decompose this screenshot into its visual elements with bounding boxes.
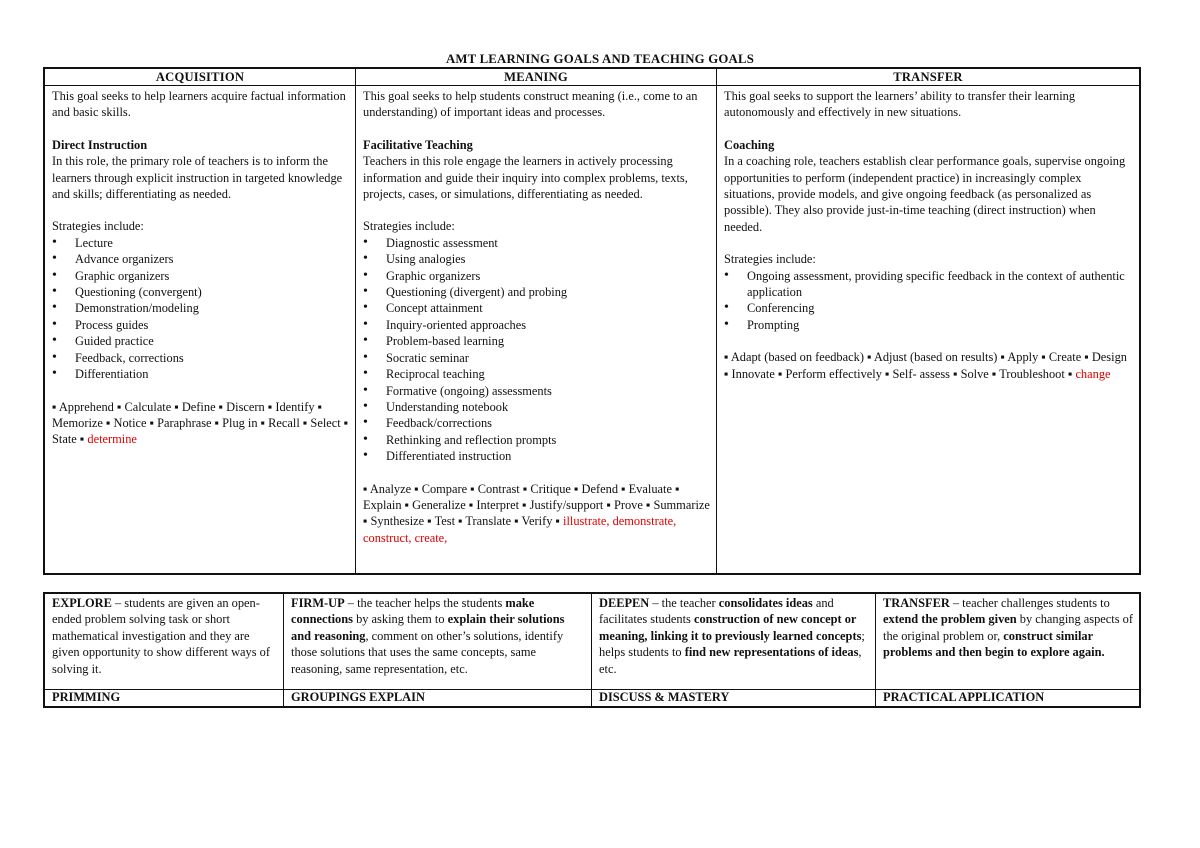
verb-item: Analyze bbox=[369, 481, 415, 496]
acquisition-intro: This goal seeks to help learners acquire factual information and basic skills. bbox=[52, 89, 346, 120]
strategy-item: • Questioning (divergent) and probing bbox=[363, 284, 710, 300]
transfer-verbs: ▪ Adapt (based on feedback) ▪ Adjust (based on results) ▪ Apply ▪ Create ▪ Design ▪ Innovate ▪ Perform effectively ▪ Self- assess ▪ Solve ▪ Troubleshoot ▪ change bbox=[724, 350, 1127, 381]
header-meaning: MEANING bbox=[355, 69, 716, 86]
phase-transfer: TRANSFER – teacher challenges students to extend the problem given by changing aspects of the original problem or, construct similar problems and then begin to explore again. bbox=[875, 594, 1139, 689]
header-transfer: TRANSFER bbox=[716, 69, 1139, 86]
phase-deepen: DEEPEN – the teacher consolidates ideas and facilitates students construction of new concept or meaning, linking it to previously learned concepts; helps students to find new representations of ideas, etc. bbox=[591, 594, 875, 689]
verb-item: Perform effectively bbox=[785, 366, 885, 381]
verb-item: Interpret bbox=[476, 497, 523, 512]
footer-priming: PRIMMING bbox=[45, 689, 283, 706]
verb-item-highlight: determine bbox=[87, 432, 137, 447]
acquisition-strategies-list bbox=[52, 235, 349, 383]
goals-table bbox=[43, 67, 1141, 575]
verb-item: Critique bbox=[530, 481, 575, 496]
verb-item: Memorize bbox=[52, 415, 107, 430]
transfer-role-text: In a coaching role, teachers establish clear performance goals, supervise ongoing opportunities to perform (independent practice) in increasingly complex situations, provide models, and give ongoing feedback (as personalized as possible). They also provide just-in-time teaching (direct instruction) when needed. bbox=[724, 154, 1126, 234]
verb-item: Select bbox=[310, 415, 344, 430]
verb-item: Design bbox=[1091, 350, 1127, 365]
verb-item: Self- assess bbox=[892, 366, 954, 381]
strategy-item: • Process guides bbox=[52, 317, 349, 333]
phases-table bbox=[43, 592, 1141, 708]
meaning-role-title: Facilitative Teaching bbox=[363, 137, 473, 152]
strategy-item: • Understanding notebook bbox=[363, 399, 710, 415]
strategy-item: • Guided practice bbox=[52, 333, 349, 349]
strategy-item: • Questioning (convergent) bbox=[52, 284, 349, 300]
strategy-item: • Feedback, corrections bbox=[52, 350, 349, 366]
strategy-item: • Diagnostic assessment bbox=[363, 235, 710, 251]
verb-item-highlight: illustrate, demonstrate, construct, create, bbox=[363, 514, 677, 545]
acquisition-strategies-label: Strategies include: bbox=[52, 219, 144, 234]
verb-item: Solve bbox=[960, 366, 992, 381]
meaning-strategies-list bbox=[363, 235, 710, 465]
verb-item: Troubleshoot bbox=[999, 366, 1068, 381]
phase-firmup-title: FIRM-UP bbox=[291, 596, 345, 610]
verb-item: Prove bbox=[613, 497, 646, 512]
phase-transfer-title: TRANSFER bbox=[883, 596, 950, 610]
footer-groupings-explain: GROUPINGS EXPLAIN bbox=[283, 689, 591, 706]
verb-item: Adapt (based on feedback) bbox=[730, 350, 868, 365]
transfer-column bbox=[716, 86, 1139, 573]
strategy-item: • Using analogies bbox=[363, 251, 710, 267]
phase-deepen-title: DEEPEN bbox=[599, 596, 650, 610]
verb-item: Synthesize bbox=[370, 514, 428, 529]
verb-item: Identify bbox=[275, 399, 318, 414]
meaning-column bbox=[355, 86, 716, 573]
strategy-item: • Graphic organizers bbox=[363, 268, 710, 284]
verb-item: Notice bbox=[113, 415, 150, 430]
verb-item: Create bbox=[1048, 350, 1085, 365]
verb-item: Discern bbox=[226, 399, 268, 414]
verb-item: Test bbox=[434, 514, 459, 529]
verb-item: Calculate bbox=[124, 399, 175, 414]
transfer-intro: This goal seeks to support the learners’ ability to transfer their learning autonomously and effectively in new situations. bbox=[724, 89, 1076, 120]
acquisition-column bbox=[45, 86, 355, 573]
acquisition-role-text: In this role, the primary role of teachers is to inform the learners through explicit instruction in targeted knowledge and skills; differentiating as needed. bbox=[52, 154, 343, 202]
strategy-item: • Feedback/corrections bbox=[363, 415, 710, 431]
strategy-item: • Graphic organizers bbox=[52, 268, 349, 284]
verb-item: Generalize bbox=[412, 497, 469, 512]
meaning-role-text: Teachers in this role engage the learners in actively processing information and guide their inquiry into complex problems, texts, projects, cases, or simulations, differentiating as needed. bbox=[363, 154, 688, 202]
strategy-item: • Conferencing bbox=[724, 300, 1133, 316]
acquisition-verbs: ▪ Apprehend ▪ Calculate ▪ Define ▪ Discern ▪ Identify ▪ Memorize ▪ Notice ▪ Paraphrase ▪ Plug in ▪ Recall ▪ Select ▪ State ▪ determine bbox=[52, 399, 349, 447]
transfer-role-title: Coaching bbox=[724, 137, 775, 152]
verb-item: Explain bbox=[363, 497, 405, 512]
verb-item: Paraphrase bbox=[157, 415, 215, 430]
verb-item: Compare bbox=[421, 481, 471, 496]
verb-item: Justify/support bbox=[529, 497, 607, 512]
strategy-item: • Advance organizers bbox=[52, 251, 349, 267]
strategy-item: • Socratic seminar bbox=[363, 350, 710, 366]
verb-item: Contrast bbox=[477, 481, 523, 496]
verb-item: Innovate bbox=[731, 366, 778, 381]
verb-item: Evaluate bbox=[628, 481, 676, 496]
verb-item: Recall bbox=[268, 415, 303, 430]
strategy-item: • Ongoing assessment, providing specific feedback in the context of authentic application bbox=[724, 268, 1133, 301]
verb-item: Summarize bbox=[653, 497, 710, 512]
verb-item: State bbox=[52, 432, 80, 447]
acquisition-role-title: Direct Instruction bbox=[52, 137, 148, 152]
verb-item: Define bbox=[181, 399, 219, 414]
page-title: AMT LEARNING GOALS AND TEACHING GOALS bbox=[445, 52, 755, 66]
verb-item: Adjust (based on results) bbox=[873, 350, 1001, 365]
transfer-strategies-label: Strategies include: bbox=[724, 252, 816, 267]
verb-item: Apply bbox=[1007, 350, 1042, 365]
strategy-item: • Demonstration/modeling bbox=[52, 300, 349, 316]
meaning-verbs: ▪ Analyze ▪ Compare ▪ Contrast ▪ Critique ▪ Defend ▪ Evaluate ▪ Explain ▪ Generalize ▪ Interpret ▪ Justify/support ▪ Prove ▪ Summarize ▪ Synthesize ▪ Test ▪ Translate ▪ Verify ▪ illustrate, demonstrate, construct, create, bbox=[363, 481, 710, 545]
meaning-intro: This goal seeks to help students construct meaning (i.e., come to an understanding) of important ideas and processes. bbox=[363, 89, 698, 120]
verb-item-highlight: change bbox=[1075, 366, 1111, 381]
strategy-item: • Rethinking and reflection prompts bbox=[363, 432, 710, 448]
verb-item: Translate bbox=[465, 514, 515, 529]
strategy-item: • Reciprocal teaching bbox=[363, 366, 710, 382]
strategy-item: • Formative (ongoing) assessments bbox=[363, 383, 710, 399]
strategy-item: • Inquiry-oriented approaches bbox=[363, 317, 710, 333]
transfer-strategies-list bbox=[724, 268, 1133, 334]
footer-discuss-mastery: DISCUSS & MASTERY bbox=[591, 689, 875, 706]
strategy-item: • Lecture bbox=[52, 235, 349, 251]
verb-item: Verify bbox=[521, 514, 556, 529]
phase-explore: EXPLORE – students are given an open-ended problem solving task or short mathematical investigation and they are given opportunity to show different ways of solving it. bbox=[52, 596, 270, 676]
phase-explore-title: EXPLORE bbox=[52, 596, 112, 610]
strategy-item: • Differentiation bbox=[52, 366, 349, 382]
strategy-item: • Prompting bbox=[724, 317, 1133, 333]
verb-item: Plug in bbox=[222, 415, 261, 430]
verb-item: Defend bbox=[581, 481, 622, 496]
strategy-item: • Problem-based learning bbox=[363, 333, 710, 349]
header-acquisition: ACQUISITION bbox=[45, 69, 355, 86]
strategy-item: • Concept attainment bbox=[363, 300, 710, 316]
phase-firmup: FIRM-UP – the teacher helps the students make connections by asking them to explain their solutions and reasoning, comment on other’s solutions, identify those solutions that uses the same concepts, same reasoning, same representation, etc. bbox=[283, 594, 591, 689]
footer-practical-application: PRACTICAL APPLICATION bbox=[875, 689, 1139, 706]
strategy-item: • Differentiated instruction bbox=[363, 448, 710, 464]
verb-item: Apprehend bbox=[58, 399, 117, 414]
meaning-strategies-label: Strategies include: bbox=[363, 219, 455, 234]
